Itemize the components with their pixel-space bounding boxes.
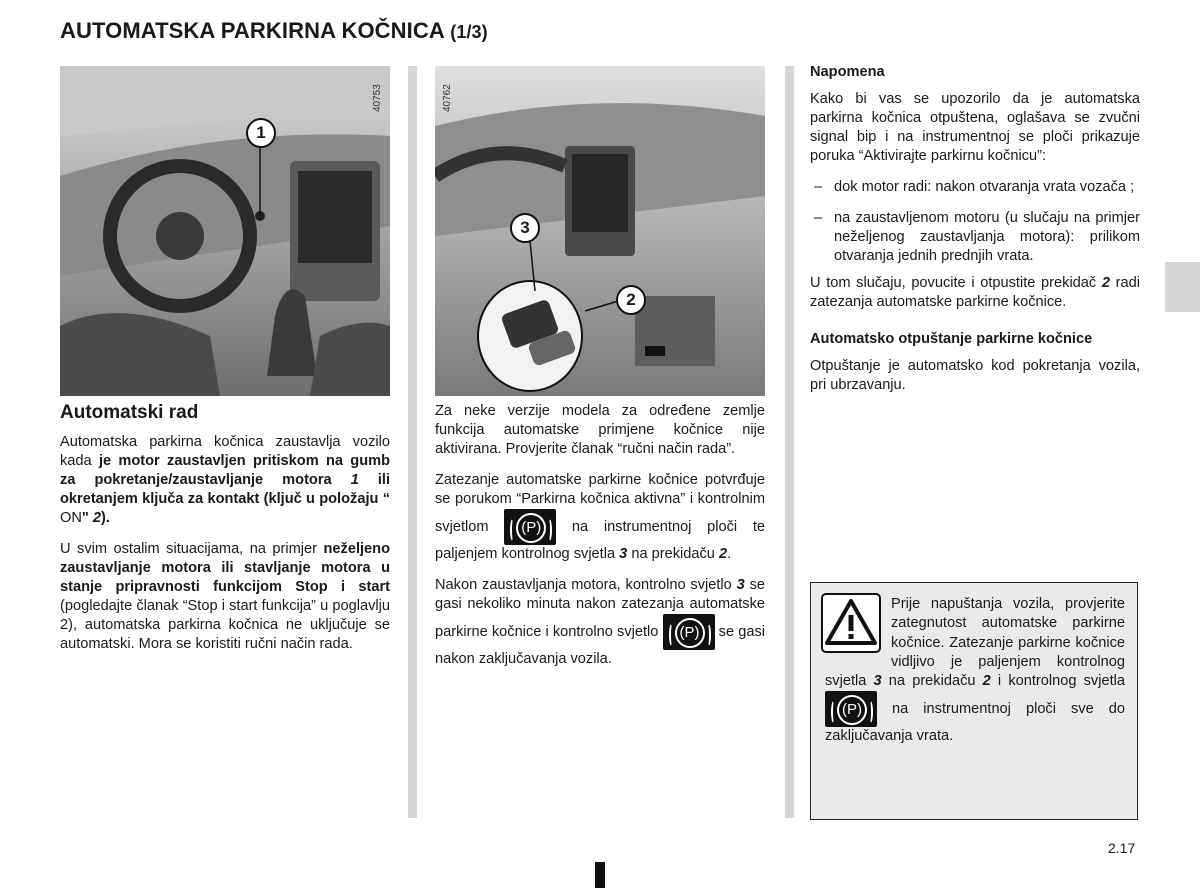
parking-brake-warning-icon: (P) xyxy=(825,691,877,727)
page-number: 2.17 xyxy=(1108,840,1136,856)
note-list xyxy=(810,178,1140,266)
release-heading: Automatsko otpuštanje parkirne kočnice xyxy=(810,331,1093,347)
list-item: – dok motor radi: nakon otvaranja vrata vozača ; xyxy=(810,178,1140,197)
callout-3: 3 xyxy=(510,213,540,243)
figure-dashboard-left xyxy=(60,66,390,396)
paragraph-confirmation: Zatezanje automatske parkirne kočnice potvrđuje se porukom “Parkirna kočnica aktivna” i kontrolnim svjetlom (P) na instrumentnoj ploči te paljenjem kontrolnog svjetla 3 na prekidaču 2. xyxy=(435,472,765,562)
column-2-text xyxy=(435,402,765,681)
page-marker xyxy=(595,862,605,888)
warning-text: Prije napuštanja vozila, provjerite zategnutost automatske parkirne kočnice. Zatezanje parkirne kočnice vidljivo je paljenjem kontrolnog svjetla 3 na prekidaču 2 i kontrolnog svjetla (P) na instrumentnoj ploči sve do zaključavanja vrata. xyxy=(825,596,1125,745)
callout-1: 1 xyxy=(246,118,276,148)
column-1-text xyxy=(60,433,390,666)
figure-ref-number: 40762 xyxy=(442,84,453,112)
paragraph-country-versions: Za neke verzije modela za određene zemlje funkcija automatske primjene kočnice nije aktivirana. Provjerite članak “ručni način rada”. xyxy=(435,403,765,457)
figure-ref-number: 40753 xyxy=(372,84,383,112)
release-paragraph: Otpuštanje je automatsko kod pokretanja vozila, pri ubrzavanju. xyxy=(810,358,1140,393)
page-title: AUTOMATSKA PARKIRNA KOČNICA (1/3) xyxy=(60,18,488,43)
paragraph-pull-switch: U tom slučaju, povucite i otpustite prekidač 2 radi zatezanja automatske parkirne kočnice. xyxy=(810,275,1140,310)
warning-box xyxy=(810,582,1138,820)
paragraph-other-situations: U svim ostalim situacijama, na primjer neželjeno zaustavljanje motora ili stavljanje motora u stanje pripravnosti funkcijom Stop i start (pogledajte članak “Stop i start funkcija” u poglavlju 2), automatska parkirna kočnica ne uključuje se automatski. Mora se koristiti ručni način rada. xyxy=(60,541,390,652)
column-divider xyxy=(785,66,794,818)
note-paragraph: Kako bi vas se upozorilo da je automatska parkirna kočnica otpuštena, oglašava se zvučni signal bip i na instrumentnoj se ploči prikazuje poruka “Aktivirajte parkirnu kočnicu”: xyxy=(810,91,1140,164)
figure-dashboard-middle xyxy=(435,66,765,396)
paragraph-automatic-mode: Automatska parkirna kočnica zaustavlja vozilo kada je motor zaustavljen pritiskom na gumb za pokretanje/zaustavljanje motora 1 ili okretanjem ključa za kontakt (ključ u položaju “ ON" 2). xyxy=(60,434,391,526)
parking-brake-warning-icon: (P) xyxy=(504,509,556,545)
list-item: – na zaustavljenom motoru (u slučaju na primjer neželjenog zaustavljanja motora): prilikom otvaranja jednih prednjih vrata. xyxy=(810,209,1140,266)
callout-2: 2 xyxy=(616,285,646,315)
parking-brake-warning-icon: (P) xyxy=(663,614,715,650)
column-divider xyxy=(408,66,417,818)
section-heading-automatic-mode: Automatski rad xyxy=(60,402,199,423)
note-heading: Napomena xyxy=(810,64,885,80)
chapter-tab xyxy=(1165,262,1200,312)
column-3-text xyxy=(810,63,1140,407)
paragraph-after-engine-stop: Nakon zaustavljanja motora, kontrolno svjetlo 3 se gasi nekoliko minuta nakon zatezanja automatske parkirne kočnice i kontrolno svjetlo (P) se gasi nakon zaključavanja vozila. xyxy=(435,577,765,667)
